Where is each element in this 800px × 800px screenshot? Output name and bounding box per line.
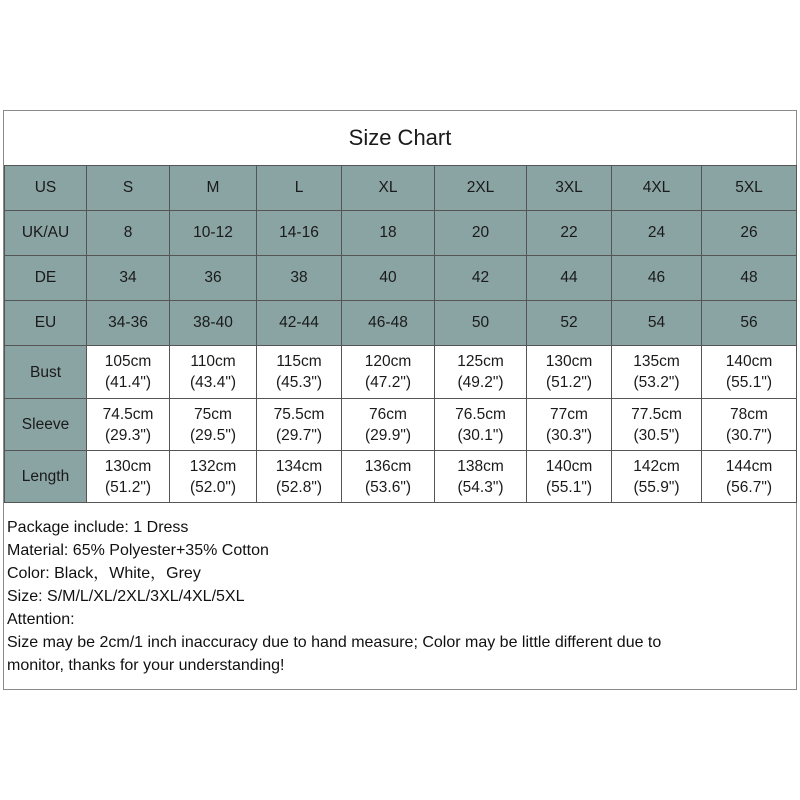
row-label: EU (5, 301, 87, 346)
cell-cm-value: 76.5cm (455, 405, 506, 423)
note-line: Package include: 1 Dress (7, 519, 189, 536)
cell-cm-value: 132cm (189, 457, 237, 475)
cell-inch-value: (53.2") (633, 374, 680, 391)
table-cell (257, 399, 342, 451)
table-cell (435, 346, 527, 399)
table-cell (170, 451, 257, 503)
table-cell (527, 399, 612, 451)
chart-title: Size Chart (348, 125, 452, 150)
cell-cm-value: 105cm (104, 353, 152, 370)
note-line: Size: S/M/L/XL/2XL/3XL/4XL/5XL (7, 588, 245, 605)
row-label: Bust (5, 346, 87, 399)
table-cell: 2XL (435, 166, 527, 211)
table-cell (342, 451, 435, 503)
table-cell: 48 (702, 256, 797, 301)
cell-inch-value: (52.0") (190, 478, 236, 496)
cell-cm-value: 130cm (545, 353, 593, 370)
table-cell: 36 (170, 256, 257, 301)
table-cell: 44 (527, 256, 612, 301)
cell-inch-value: (30.5") (633, 426, 680, 444)
cell-inch-value: (51.2") (546, 374, 592, 391)
cell-inch-value: (55.9") (633, 478, 680, 496)
table-cell (342, 346, 435, 399)
table-cell (170, 399, 257, 451)
cell-inch-value: (54.3") (457, 478, 504, 496)
product-notes (7, 516, 661, 677)
table-cell: 42-44 (257, 301, 342, 346)
table-cell: 22 (527, 211, 612, 256)
note-line: Attention: (7, 611, 75, 628)
table-cell (702, 346, 797, 399)
cell-cm-value: 110cm (190, 353, 236, 370)
table-cell (527, 346, 612, 399)
table-cell (87, 346, 170, 399)
table-row-de (5, 256, 797, 301)
table-row-bust (5, 346, 797, 399)
cell-cm-value: 78cm (730, 405, 768, 423)
table-cell: 34-36 (87, 301, 170, 346)
row-label: Sleeve (5, 399, 87, 451)
cell-inch-value: (52.8") (276, 478, 322, 496)
table-cell: 40 (342, 256, 435, 301)
cell-inch-value: (29.5") (190, 426, 236, 444)
cell-cm-value: 140cm (725, 353, 773, 370)
table-row-length (5, 451, 797, 503)
table-cell: 4XL (612, 166, 702, 211)
row-label: US (5, 166, 87, 211)
table-cell (170, 346, 257, 399)
table-row-sleeve (5, 399, 797, 451)
table-cell: 5XL (702, 166, 797, 211)
note-line: monitor, thanks for your understanding! (7, 657, 285, 674)
size-chart-card (3, 110, 797, 690)
table-cell: XL (342, 166, 435, 211)
cell-cm-value: 125cm (457, 353, 504, 370)
table-cell: 18 (342, 211, 435, 256)
cell-cm-value: 142cm (633, 457, 680, 475)
cell-inch-value: (30.3") (546, 426, 592, 444)
table-row-eu (5, 301, 797, 346)
table-cell: 8 (87, 211, 170, 256)
table-cell (435, 451, 527, 503)
table-cell: 14-16 (257, 211, 342, 256)
cell-cm-value: 130cm (104, 457, 152, 475)
cell-inch-value: (55.1") (726, 374, 772, 391)
cell-inch-value: (49.2") (457, 374, 504, 391)
table-cell (435, 399, 527, 451)
size-table (4, 165, 797, 503)
cell-cm-value: 76cm (369, 405, 407, 423)
table-cell (87, 451, 170, 503)
table-cell: 10-12 (170, 211, 257, 256)
table-cell: 54 (612, 301, 702, 346)
table-cell: 46 (612, 256, 702, 301)
cell-inch-value: (30.7") (726, 426, 772, 444)
row-label: UK/AU (5, 211, 87, 256)
table-row-uk-au (5, 211, 797, 256)
table-cell: 38-40 (170, 301, 257, 346)
cell-inch-value: (53.6") (365, 478, 411, 496)
cell-inch-value: (29.7") (276, 426, 322, 444)
table-cell (612, 451, 702, 503)
cell-inch-value: (30.1") (457, 426, 504, 444)
table-cell: M (170, 166, 257, 211)
table-cell (702, 451, 797, 503)
cell-cm-value: 77.5cm (631, 405, 682, 423)
cell-cm-value: 75.5cm (273, 405, 325, 423)
row-label: Length (5, 451, 87, 503)
table-cell: 46-48 (342, 301, 435, 346)
table-cell: 24 (612, 211, 702, 256)
cell-inch-value: (41.4") (105, 374, 151, 391)
table-cell: 52 (527, 301, 612, 346)
table-cell: L (257, 166, 342, 211)
table-cell: 26 (702, 211, 797, 256)
cell-inch-value: (51.2") (105, 478, 151, 496)
note-line: Color: Black，White，Grey (7, 565, 201, 582)
table-cell: 20 (435, 211, 527, 256)
table-cell (257, 451, 342, 503)
table-cell (612, 399, 702, 451)
cell-cm-value: 144cm (725, 457, 773, 475)
table-cell: 34 (87, 256, 170, 301)
table-cell: S (87, 166, 170, 211)
cell-inch-value: (29.9") (365, 426, 411, 444)
table-cell: 50 (435, 301, 527, 346)
cell-inch-value: (43.4") (190, 374, 236, 391)
table-row-us (5, 166, 797, 211)
note-line: Size may be 2cm/1 inch inaccuracy due to hand measure; Color may be little different due to (7, 634, 662, 651)
cell-cm-value: 75cm (194, 405, 232, 423)
cell-cm-value: 138cm (457, 457, 504, 475)
table-cell: 56 (702, 301, 797, 346)
cell-inch-value: (55.1") (546, 478, 592, 496)
cell-cm-value: 136cm (364, 457, 412, 475)
cell-cm-value: 77cm (550, 405, 588, 423)
cell-inch-value: (56.7") (726, 478, 772, 496)
cell-cm-value: 120cm (364, 353, 412, 370)
table-cell: 3XL (527, 166, 612, 211)
table-cell (342, 399, 435, 451)
table-cell: 38 (257, 256, 342, 301)
table-cell (257, 346, 342, 399)
cell-cm-value: 74.5cm (102, 405, 154, 423)
table-cell (702, 399, 797, 451)
cell-cm-value: 115cm (276, 353, 322, 370)
cell-inch-value: (45.3") (276, 374, 322, 391)
cell-inch-value: (29.3") (105, 426, 151, 444)
note-line: Material: 65% Polyester+35% Cotton (7, 542, 269, 559)
table-cell (527, 451, 612, 503)
cell-inch-value: (47.2") (365, 374, 411, 391)
row-label: DE (5, 256, 87, 301)
cell-cm-value: 140cm (545, 457, 593, 475)
table-cell: 42 (435, 256, 527, 301)
cell-cm-value: 134cm (275, 457, 323, 475)
table-cell (87, 399, 170, 451)
cell-cm-value: 135cm (633, 353, 680, 370)
table-cell (612, 346, 702, 399)
